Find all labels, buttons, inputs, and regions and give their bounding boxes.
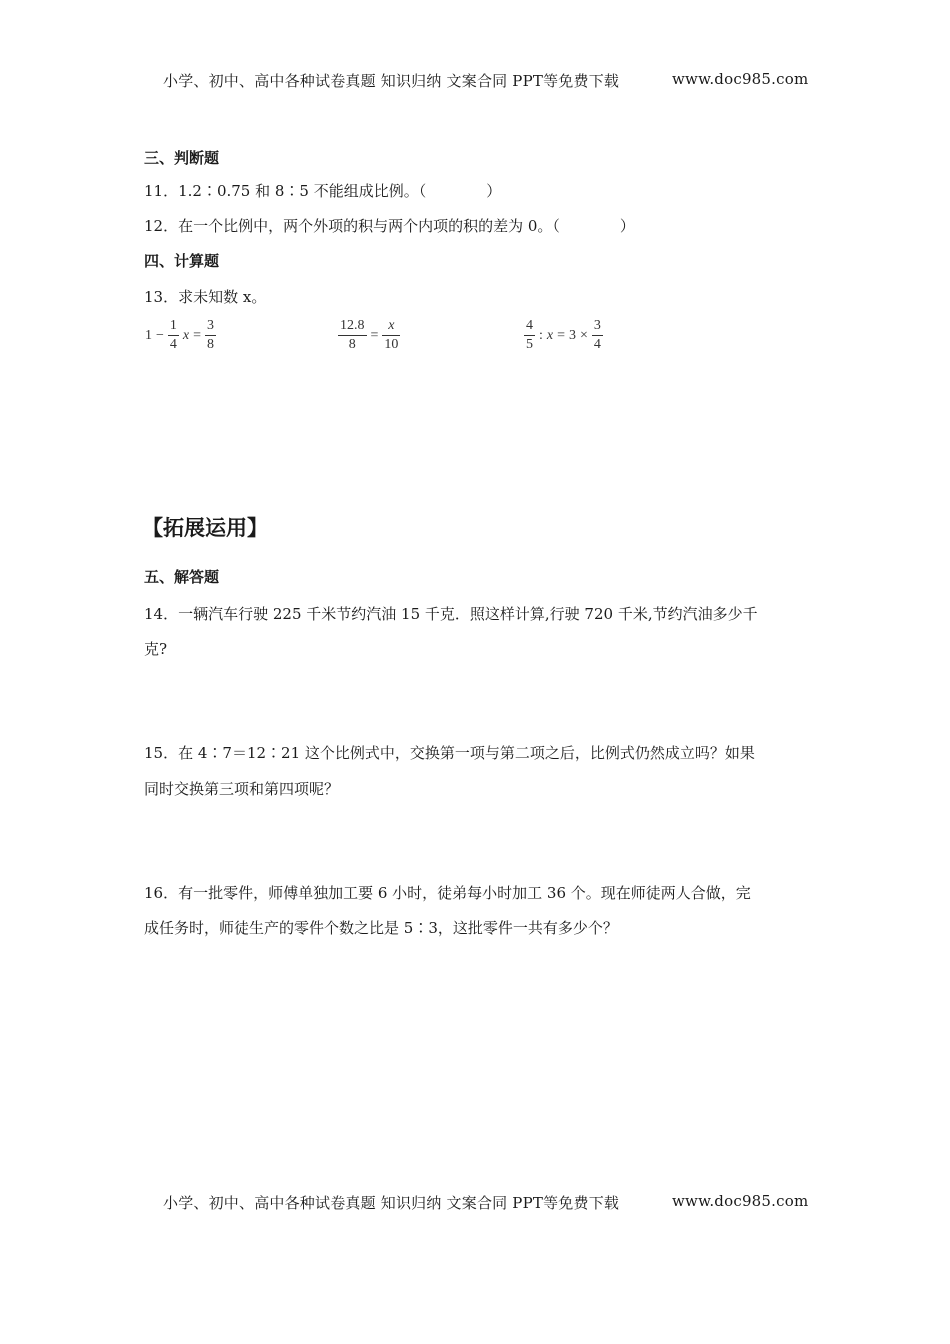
eq2-frac2-num: x	[382, 317, 400, 336]
eq2-fraction-1	[338, 317, 367, 354]
eq2-frac1-num: 12.8	[338, 317, 367, 336]
eq1-frac2-num: 3	[205, 317, 216, 336]
eq2-equals: =	[370, 327, 379, 343]
eq1-equals: =	[193, 327, 202, 343]
eq1-fraction-2	[205, 317, 216, 354]
eq3-times: ×	[580, 327, 588, 343]
eq2-frac1-den: 8	[348, 337, 356, 352]
equation-2	[336, 317, 402, 354]
eq3-frac1-num: 4	[524, 317, 535, 336]
question-13: 13．求未知数 x。	[144, 288, 267, 306]
question-14-line-1: 14．一辆汽车行驶 225 千米节约汽油 15 千克．照这样计算,行驶 720 千米,节约汽油多少千	[144, 605, 758, 623]
question-16-line-2: 成任务时，师徒生产的零件个数之比是 5∶3，这批零件一共有多少个？	[144, 919, 618, 937]
eq1-x: x	[182, 327, 190, 343]
question-11: 11．1.2∶0.75 和 8∶5 不能组成比例。（ ）	[144, 182, 502, 200]
eq3-fraction-1	[524, 317, 535, 354]
page-header	[163, 70, 619, 91]
section-5-title: 五、解答题	[144, 568, 220, 586]
eq3-three: 3	[569, 327, 577, 343]
eq3-colon: :	[539, 327, 543, 343]
footer-site: www.doc985.com	[672, 1192, 809, 1210]
question-15-line-2: 同时交换第三项和第四项呢？	[144, 780, 340, 798]
equation-1	[143, 317, 218, 354]
section-3-title: 三、判断题	[144, 149, 220, 167]
question-14-line-2: 克?	[144, 640, 168, 658]
eq3-frac1-den: 5	[526, 337, 533, 352]
eq1-fraction-1	[168, 317, 179, 354]
question-15-line-1: 15．在 4∶7＝12∶21 这个比例式中，交换第一项与第二项之后，比例式仍然成立吗？如果	[144, 744, 755, 762]
header-text: 小学、初中、高中各种试卷真题 知识归纳 文案合同 PPT等免费下载	[163, 72, 620, 90]
eq1-frac1-den: 4	[169, 337, 177, 352]
question-12: 12．在一个比例中，两个外项的积与两个内项的积的差为 0。（ ）	[144, 217, 635, 235]
eq2-fraction-2	[382, 317, 400, 354]
question-16-line-1: 16．有一批零件，师傅单独加工要 6 小时，徒弟每小时加工 36 个。现在师徒两人合做，完	[144, 884, 751, 902]
eq2-frac2-den: 10	[384, 337, 399, 352]
eq1-one: 1	[145, 327, 152, 343]
page-footer	[163, 1192, 619, 1213]
eq3-frac2-den: 4	[593, 337, 601, 352]
equation-3	[522, 317, 605, 354]
eq3-equals: =	[557, 327, 566, 343]
eq1-minus: −	[156, 327, 164, 343]
eq3-x: x	[546, 327, 554, 343]
eq3-frac2-num: 3	[592, 317, 603, 336]
footer-text: 小学、初中、高中各种试卷真题 知识归纳 文案合同 PPT等免费下载	[163, 1194, 620, 1212]
extension-heading: 【拓展运用】	[142, 516, 268, 540]
eq1-frac2-den: 8	[207, 337, 215, 352]
eq1-frac1-num: 1	[168, 317, 179, 336]
eq3-fraction-2	[592, 317, 603, 354]
header-site: www.doc985.com	[672, 70, 809, 88]
section-4-title: 四、计算题	[144, 252, 220, 270]
